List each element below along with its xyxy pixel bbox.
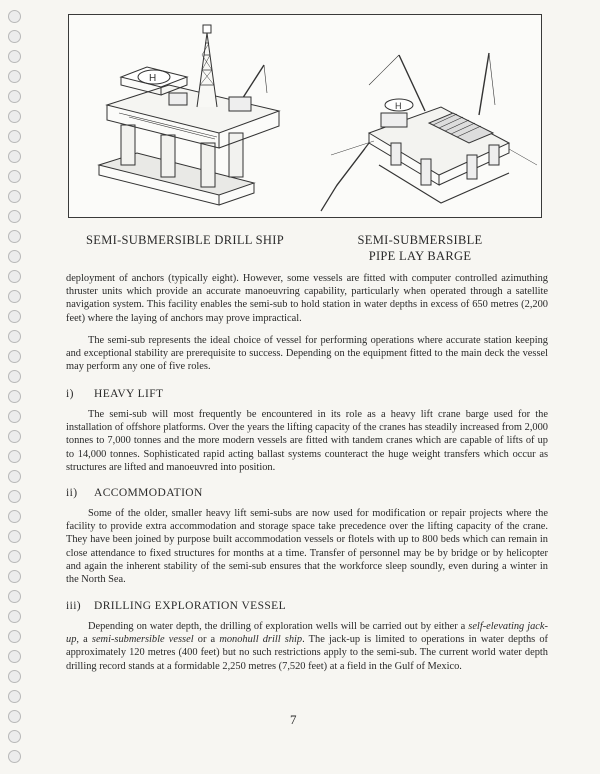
paragraph-text: deployment of anchors (typically eight). However, some vessels are fitted with computer controlled azimuthing thruster units which provide an accurate manoeuvring capability, particularly when operated through a satellite navigation system. This facility enables the semi-sub to hold station in water depths in excess of 650 metres (2,200 feet) where the laying of anchors may prove impractical.	[66, 273, 548, 324]
binder-hole	[8, 430, 21, 443]
binder-hole	[8, 210, 21, 223]
text-run: or a	[193, 634, 220, 646]
binder-hole	[8, 470, 21, 483]
paragraph-text	[66, 620, 548, 673]
heading-accommodation	[66, 487, 203, 499]
binder-hole	[8, 530, 21, 543]
binder-hole	[8, 350, 21, 363]
paragraph-ideal-choice	[66, 334, 548, 374]
caption-pipe-lay-line2: PIPE LAY BARGE	[368, 249, 472, 263]
binder-hole	[8, 630, 21, 643]
binder-hole	[8, 490, 21, 503]
caption-pipe-lay-line1: SEMI-SUBMERSIBLE	[357, 233, 483, 247]
helipad-label-left: H	[149, 73, 157, 84]
pipe-lay-barge-drawing	[321, 53, 537, 211]
binder-hole	[8, 170, 21, 183]
binder-hole	[8, 650, 21, 663]
text-run: , a	[76, 634, 92, 646]
heading-number: i)	[66, 388, 74, 400]
binder-hole	[8, 270, 21, 283]
drill-ship-drawing	[99, 25, 279, 205]
text-run: . The jack-up is limited to operations in water depths of approximately 120 metres (400 feet) but no such restrictions apply to the semi-sub. The current world water depth drilling record stands at a formidable 2,250 metres (7,520 feet) at a field in the Gulf of Mexico.	[66, 634, 549, 672]
paragraph-anchors	[66, 272, 548, 325]
binder-hole	[8, 330, 21, 343]
term-monohull-drill-ship: monohull drill ship	[219, 634, 303, 646]
paragraph-text: Some of the older, smaller heavy lift semi-subs are now used for modification or repair projects where the facility to provide extra accommodation and storage space take precedence over the lifting capacity of the crane. They have been joined by purpose built accommodation vessels or flotels with up to 800 beds which can remain in close attendance to fixed structures for months at a time. Transfer of personnel may be by bridge or by helicopter and again the inherent stability of the semi-sub ensures that the workforce sleep soundly, even during a winter in the North Sea.	[66, 508, 548, 586]
heading-text: DRILLING EXPLORATION VESSEL	[94, 600, 287, 612]
binder-hole	[8, 250, 21, 263]
heading-text: HEAVY LIFT	[94, 388, 164, 400]
binder-hole	[8, 110, 21, 123]
binder-hole	[8, 370, 21, 383]
page-number: 7	[290, 712, 297, 727]
heading-heavy-lift	[66, 388, 164, 400]
heading-number: ii)	[66, 487, 78, 499]
binder-hole	[8, 310, 21, 323]
caption-drill-ship: SEMI-SUBMERSIBLE DRILL SHIP	[86, 233, 284, 247]
binder-hole	[8, 590, 21, 603]
binder-hole	[8, 570, 21, 583]
binder-hole	[8, 50, 21, 63]
paragraph-heavy-lift	[66, 408, 548, 474]
binder-hole	[8, 610, 21, 623]
binder-hole	[8, 30, 21, 43]
binder-hole	[8, 670, 21, 683]
binder-hole	[8, 90, 21, 103]
heading-number: iii)	[66, 600, 82, 612]
binder-hole	[8, 730, 21, 743]
vessel-illustrations	[69, 15, 541, 217]
binder-hole	[8, 150, 21, 163]
term-jack-up: self-elevating jack-up	[66, 621, 548, 646]
text-run: Depending on water depth, the drilling of exploration wells will be carried out by either a	[88, 621, 469, 632]
binder-hole	[8, 510, 21, 523]
binder-hole	[8, 10, 21, 23]
binder-hole	[8, 190, 21, 203]
paragraph-drilling	[66, 620, 548, 673]
binder-hole	[8, 690, 21, 703]
term-semi-submersible: semi-submersible vessel	[91, 634, 194, 646]
paragraph-text: The semi-sub will most frequently be encountered in its role as a heavy lift crane barge used for the installation of offshore platforms. Over the years the lifting capacity of the cranes has steadily increased from 2,000 tonnes to 7,000 tonnes and the more modern vessels are fitted with tandem cranes which are capable of lifts of up to 14,000 tonnes. Sophisticated rapid acting ballast systems counteract the huge weight transfers which occur as structures are lifted and manoeuvred into position.	[66, 409, 548, 473]
caption-pipe-lay-barge	[325, 232, 515, 264]
heading-drilling-exploration	[66, 600, 286, 612]
illustration-frame	[68, 14, 542, 218]
helipad-label-right: H	[395, 101, 402, 111]
binder-hole	[8, 290, 21, 303]
binder-hole	[8, 130, 21, 143]
binder-hole	[8, 450, 21, 463]
binder-hole	[8, 750, 21, 763]
binder-hole	[8, 230, 21, 243]
heading-text: ACCOMMODATION	[94, 487, 203, 499]
binder-hole	[8, 710, 21, 723]
paragraph-text: The semi-sub represents the ideal choice of vessel for performing operations where accurate station keeping and exceptional stability are prerequisite to success. Depending on the equipment fitted to the main deck the vessel may perform any one of five roles.	[66, 335, 548, 373]
binder-hole	[8, 390, 21, 403]
binder-hole	[8, 550, 21, 563]
binder-holes	[4, 0, 26, 774]
binder-hole	[8, 410, 21, 423]
paragraph-accommodation	[66, 507, 548, 586]
binder-hole	[8, 70, 21, 83]
